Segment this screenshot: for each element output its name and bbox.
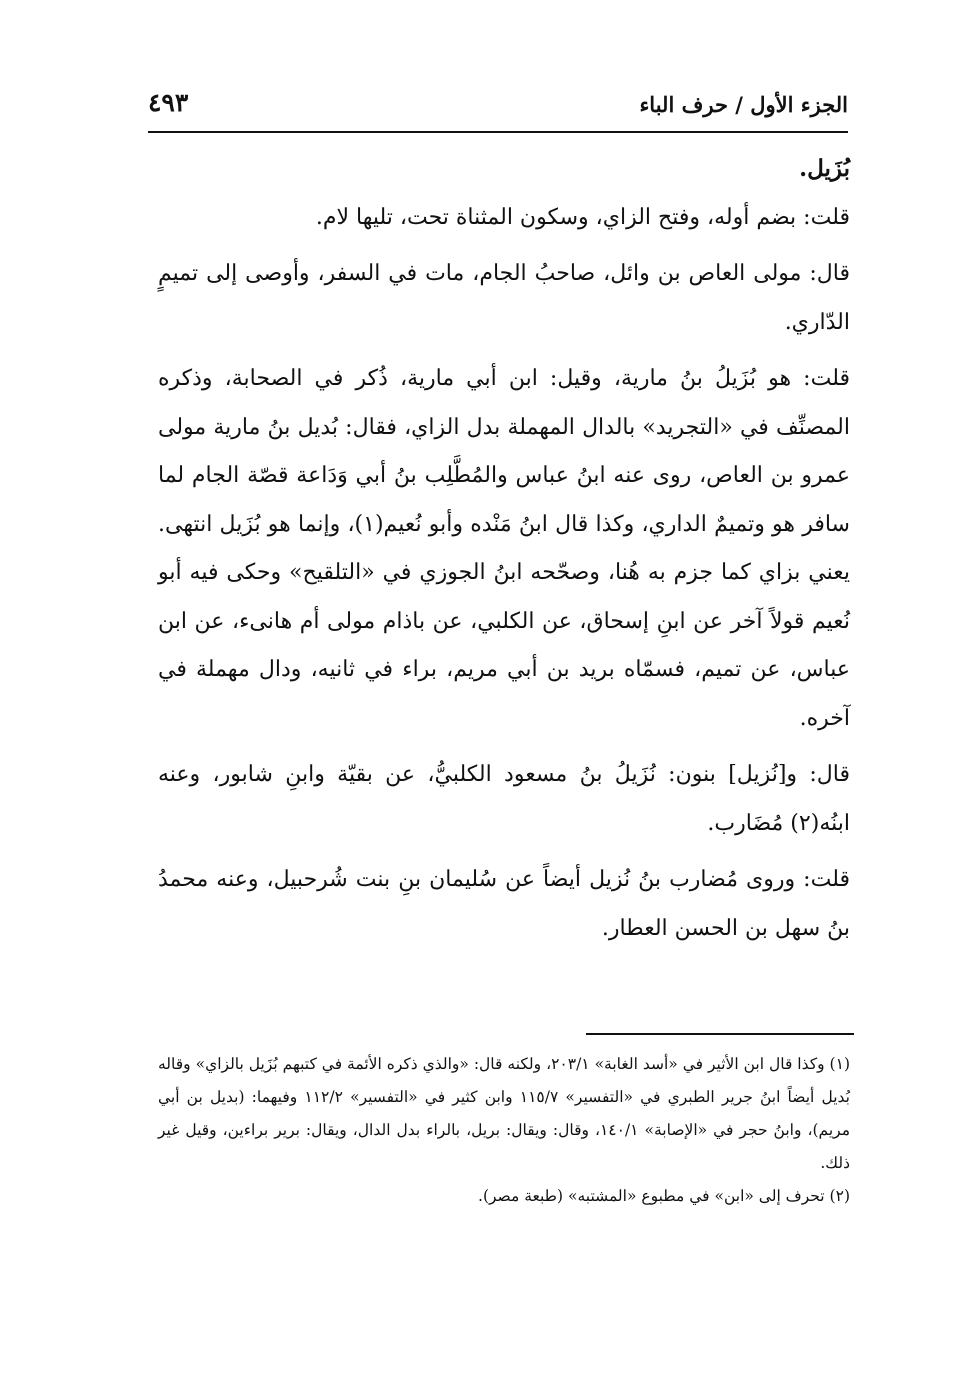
footnote-1: (١) وكذا قال ابن الأثير في «أسد الغابة» ٢٠٣/١، ولكنه قال: «والذي ذكره الأئمة في كتبهم بُزَيل بالزاي» وقاله بُديل أيضاً ابنُ جرير الطبري في «التفسير» ١١٥/٧ وابن كثير في «التفسير» ١١٢/٢ وفيهما: (بديل بن أبي مريم)، وابنُ حجر في «الإصابة» ١٤٠/١، وقال: ويقال: بريل، بالراء بدل الدال، ويقال: برير براءين، وقيل غير ذلك.: [158, 1055, 850, 1172]
footnote-rule: [586, 1033, 854, 1035]
page-header: [148, 88, 848, 128]
header-rule: [148, 131, 848, 133]
paragraph: قلت: بضم أوله، وفتح الزاي، وسكون المثناة تحت، تليها لام.: [315, 204, 850, 230]
main-text: [158, 145, 850, 961]
entry-word: بُزَيل.: [799, 155, 850, 182]
footnotes: [158, 1048, 850, 1213]
footnote-2: (٢) تحرف إلى «ابن» في مطبوع «المشتبه» (طبعة مصر).: [478, 1187, 850, 1205]
paragraph: قال: مولى العاص بن وائل، صاحبُ الجام، مات في السفر، وأوصى إلى تميمٍ الدّاري.: [158, 261, 850, 335]
running-head: الجزء الأول / حرف الباء: [639, 92, 848, 117]
page-number: ٤٩٣: [148, 88, 189, 117]
paragraph: قلت: وروى مُضارب بنُ نُزيل أيضاً عن سُليمان بنِ بنت شُرحبيل، وعنه محمدُ بنُ سهل بن الحسن العطار.: [158, 867, 850, 941]
paragraph: قلت: هو بُزَيلُ بنُ مارية، وقيل: ابن أبي مارية، ذُكر في الصحابة، وذكره المصنِّف في «التجريد» بالدال المهملة بدل الزاي، فقال: بُديل بنُ مارية مولى عمرو بن العاص، روى عنه ابنُ عباس والمُطَّلِب بنُ أبي وَدَاعة قصّة الجام لما سافر هو وتميمٌ الداري، وكذا قال ابنُ مَنْده وأبو نُعيم(١)، وإنما هو بُزَيل انتهى. يعني بزاي كما جزم به هُنا، وصحّحه ابنُ الجوزي في «التلقيح» وحكى فيه أبو نُعيم قولاً آخر عن ابنِ إسحاق، عن الكلبي، عن باذام مولى أم هانىء، عن ابن عباس، عن تميم، فسمّاه بريد بن أبي مريم، براء في ثانيه، ودال مهملة في آخره.: [158, 366, 850, 731]
paragraph: قال: و[نُزيل] بنون: نُزَيلُ بنُ مسعود الكلبيُّ، عن بقيّة وابنِ شابور، وعنه ابنُه(٢) مُضَارب.: [158, 762, 850, 836]
